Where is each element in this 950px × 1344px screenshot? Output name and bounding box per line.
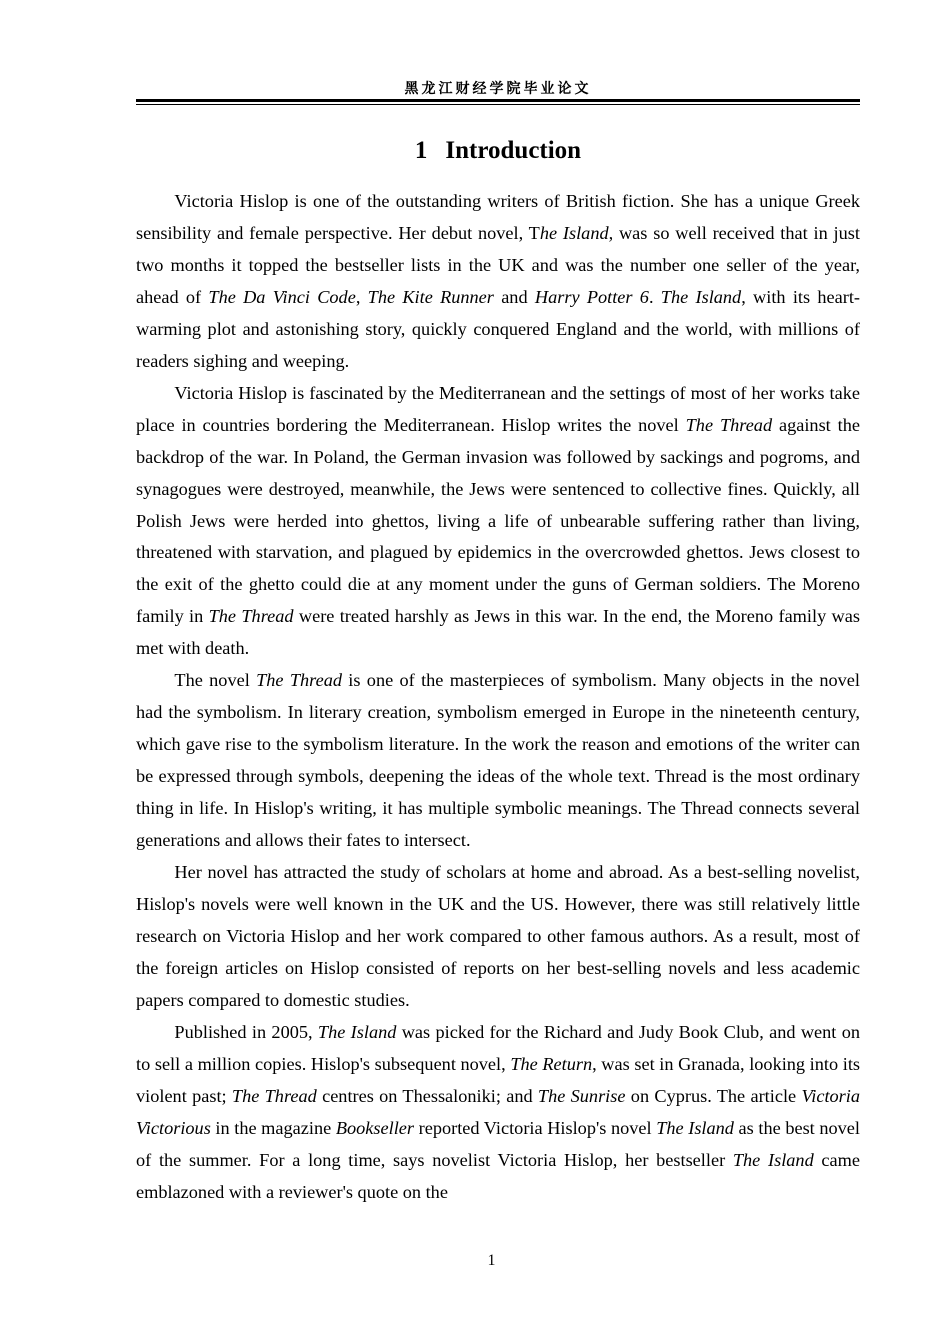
text-run: Published in 2005, <box>174 1021 318 1042</box>
text-run: Her novel has attracted the study of scholars at home and abroad. As a best-selling novelist, Hislop's novels were well known in the UK and the US. However, there was still relatively little research on Victoria Hislop and her work compared to other famous authors. As a result, most of the foreign articles on Hislop consisted of reports on her best-selling novels and less academic papers compared to domestic studies. <box>136 862 860 1010</box>
paragraph <box>136 186 860 378</box>
paragraph <box>136 857 860 1017</box>
text-run: is one of the masterpieces of symbolism. Many objects in the novel had the symbolism. In literary creation, symbolism emerged in Europe in the nineteenth century, which gave rise to the symbolism literature. In the work the reason and emotions of the writer can be expressed through symbols, deepening the ideas of the whole text. Thread is the most ordinary thing in life. In Hislop's writing, it has multiple symbolic meanings. The Thread connects several generations and allows their fates to intersect. <box>136 670 860 851</box>
italic-title-run: The Thread <box>208 606 294 627</box>
text-run: . <box>648 286 661 307</box>
italic-title-run: The Kite Runner <box>367 286 494 307</box>
text-run: in the magazine <box>210 1117 336 1138</box>
italic-title-run: Harry Potter 6 <box>534 286 649 307</box>
italic-title-run: Victoria Victorious <box>136 1085 861 1138</box>
header-rule-thick <box>136 99 860 102</box>
text-run: was so well received that in just two months it topped the bestseller lists in the UK and was the number one seller of the year, ahead of <box>136 222 860 307</box>
italic-title-run: The Thread <box>256 670 342 691</box>
text-run: as the best novel of the summer. For a long time, says novelist Victoria Hislop, her bestseller <box>136 1117 860 1170</box>
italic-title-run: The Island <box>732 1149 814 1170</box>
text-run: and <box>493 286 535 307</box>
paragraph <box>136 665 860 857</box>
running-header: 黑龙江财经学院毕业论文 <box>404 81 592 97</box>
text-run: was picked for the Richard and Judy Book Club, and went on to sell a million copies. Hislop's subsequent novel, <box>136 1021 860 1074</box>
italic-title-run: The Thread <box>685 414 773 435</box>
header-rule-thin <box>136 104 860 105</box>
text-run: on Cyprus. The article <box>625 1085 802 1106</box>
text-run: Victoria Hislop is fascinated by the Mediterranean and the settings of most of her works take place in countries bordering the Mediterranean. Hislop writes the novel <box>136 382 860 435</box>
text-run: The novel <box>174 670 257 691</box>
chapter-title-text: Introduction <box>445 137 582 164</box>
italic-title-run: The Island <box>660 286 742 307</box>
italic-title-run: The Island <box>317 1021 397 1042</box>
italic-title-run: The Return <box>510 1053 593 1074</box>
text-run: came emblazoned with a reviewer's quote on the <box>136 1149 860 1202</box>
italic-title-run: The Da Vinci Code <box>208 286 356 307</box>
text-run: reported Victoria Hislop's novel <box>414 1117 657 1138</box>
text-run: centres on Thessaloniki; and <box>316 1085 538 1106</box>
text-run: Victoria Hislop is one of the outstanding writers of British fiction. She has a unique Greek sensibility and female perspective. Her debut novel, T <box>136 191 860 243</box>
italic-title-run: The Sunrise <box>537 1085 626 1106</box>
chapter-number: 1 <box>414 137 428 164</box>
paragraph <box>136 1017 860 1209</box>
italic-title-run: he Island, <box>539 222 614 243</box>
italic-title-run: The Thread <box>231 1085 317 1106</box>
paragraph <box>136 378 860 666</box>
italic-title-run: The Island <box>656 1117 734 1138</box>
page-number: 1 <box>487 1252 496 1269</box>
chapter-title <box>136 134 860 168</box>
italic-title-run: Bookseller <box>335 1117 415 1138</box>
text-run: , <box>355 286 368 307</box>
text-run: , was set in Granada, looking into its violent past; <box>136 1053 861 1106</box>
text-run: were treated harshly as Jews in this war. In the end, the Moreno family was met with death. <box>136 606 860 659</box>
body-text <box>136 186 860 1209</box>
text-run: against the backdrop of the war. In Poland, the German invasion was followed by sackings and pogroms, and synagogues were destroyed, meanwhile, the Jews were sentenced to collective fines. Quickly, all Polish Jews were herded into ghettos, living a life of unbearable suffering rather than living, threatened with starvation, and plagued by epidemics in the overcrowded ghettos. Jews closest to the exit of the ghetto could die at any moment under the guns of German soldiers. The Moreno family in <box>136 414 860 627</box>
text-run: , with its heart-warming plot and astonishing story, quickly conquered England and the world, with millions of readers sighing and weeping. <box>136 286 860 371</box>
